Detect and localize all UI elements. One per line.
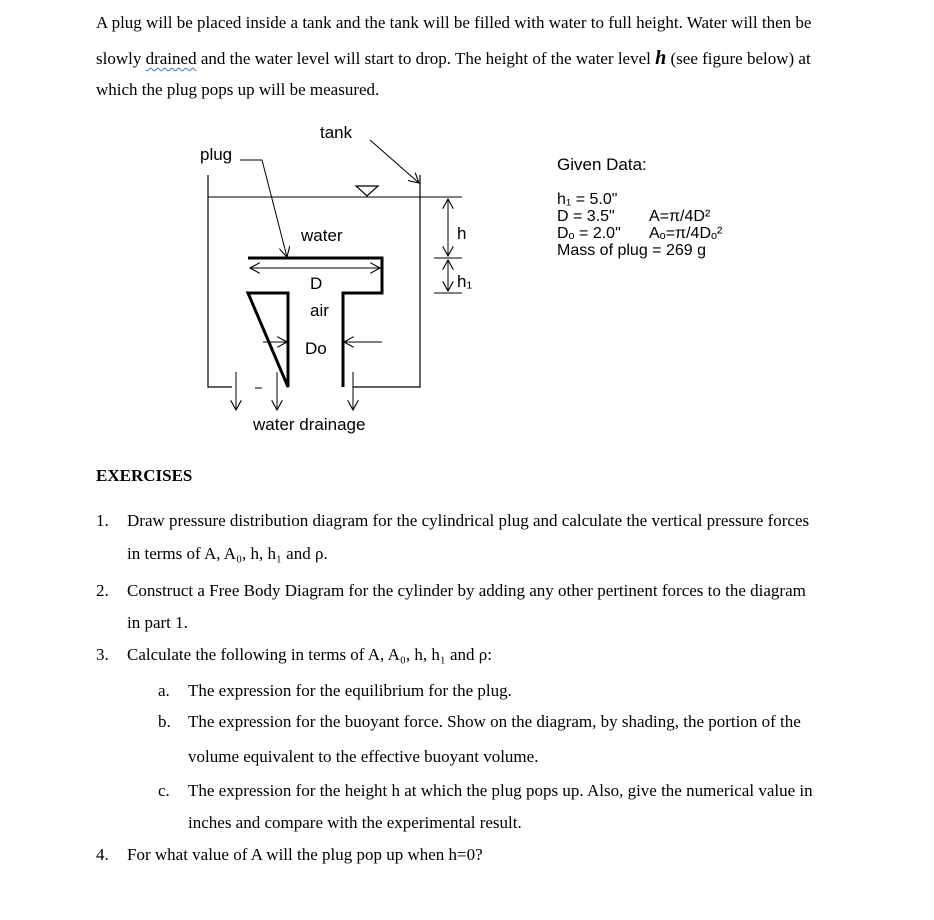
given-Do: Dₒ = 2.0"	[557, 225, 621, 242]
water-level-symbol	[356, 186, 378, 196]
q4-text: For what value of A will the plug pop up when h=0?	[127, 845, 483, 864]
label-h: h	[457, 224, 467, 243]
spellcheck-word: drained	[145, 49, 197, 68]
q1-line-2: in terms of A, A₀, h, h₁ and ρ.	[127, 544, 328, 563]
label-air: air	[310, 301, 329, 320]
q3c-label: c.	[158, 781, 170, 800]
label-tank: tank	[320, 123, 353, 142]
q2-number: 2.	[96, 581, 109, 600]
given-A: A=π/4D²	[649, 208, 711, 225]
tank-leader-arrow	[370, 140, 419, 183]
q1-line-1: Draw pressure distribution diagram for the cylindrical plug and calculate the vertical pressure forces	[127, 511, 810, 530]
plug-leader-arrow	[262, 160, 287, 257]
q2-line-1: Construct a Free Body Diagram for the cylinder by adding any other pertinent forces to the diagram	[127, 581, 806, 600]
given-mass: Mass of plug = 269 g	[557, 242, 706, 259]
intro-text: and the water level will start to drop. The height of the water level	[196, 49, 656, 68]
intro-text: (see figure below) at	[666, 49, 811, 68]
q3-line-1: Calculate the following in terms of A, A₀, h, h₁ and ρ:	[127, 645, 493, 664]
q3-number: 3.	[96, 645, 109, 664]
label-Do: Do	[305, 339, 327, 358]
intro-line-1: A plug will be placed inside a tank and the tank will be filled with water to full height. Water will then be	[96, 13, 812, 32]
label-plug: plug	[200, 145, 233, 164]
label-water-drainage: water drainage	[253, 415, 366, 434]
given-Ao: Aₒ=π/4Dₒ²	[649, 225, 723, 242]
q3a-text: The expression for the equilibrium for the plug.	[188, 681, 512, 700]
q3c-line-1: The expression for the height h at which the plug pops up. Also, give the numerical value in	[188, 781, 813, 800]
label-water: water	[301, 226, 343, 245]
q3c-line-2: inches and compare with the experimental result.	[188, 813, 522, 832]
q3b-line-2: volume equivalent to the effective buoyant volume.	[188, 747, 539, 766]
given-D: D = 3.5"	[557, 208, 615, 225]
given-title: Given Data:	[557, 155, 647, 174]
given-h1: h₁ = 5.0"	[557, 191, 618, 208]
q2-line-2: in part 1.	[127, 613, 188, 632]
var-h: h	[655, 47, 667, 69]
q3a-label: a.	[158, 681, 170, 700]
q3b-label: b.	[158, 712, 171, 731]
q1-number: 1.	[96, 511, 109, 530]
intro-text: slowly	[96, 49, 146, 68]
q4-number: 4.	[96, 845, 109, 864]
label-D: D	[310, 274, 323, 293]
intro-line-3: which the plug pops up will be measured.	[96, 80, 380, 99]
label-h1: h₁	[457, 272, 473, 291]
q3b-line-1: The expression for the buoyant force. Show on the diagram, by shading, the portion of the	[188, 712, 801, 731]
exercises-heading: EXERCISES	[96, 466, 193, 485]
